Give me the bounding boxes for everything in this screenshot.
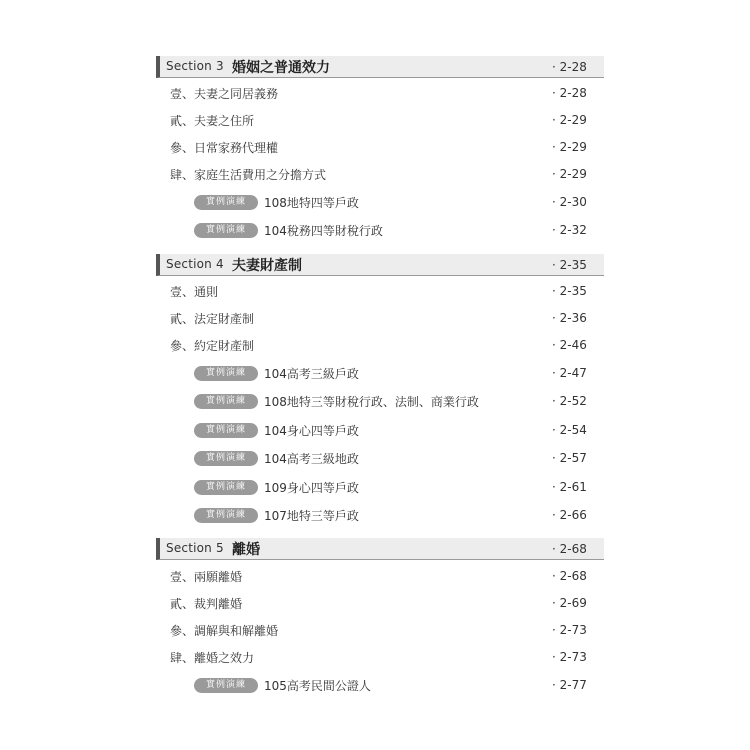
toc-entry-page: · 2-73 [552,650,587,664]
toc-entry[interactable] [0,621,750,641]
toc-entry-page: · 2-69 [552,596,587,610]
toc-exam-entry[interactable] [0,193,750,213]
toc-entry-text: 壹、兩願離婚 [170,570,243,584]
toc-entry[interactable] [0,138,750,158]
toc-entry-text: 104高考三級戶政 [264,367,359,381]
toc-entry-text: 壹、夫妻之同居義務 [170,87,279,101]
toc-entry-page: · 2-30 [552,195,587,209]
toc-exam-entry[interactable] [0,506,750,526]
toc-entry-text: 107地特三等戶政 [264,509,359,523]
toc-entry[interactable] [0,165,750,185]
section-title: 婚姻之普通效力 [232,60,330,76]
toc-entry[interactable] [0,84,750,104]
practice-badge: 實例演練 [194,394,258,409]
toc-entry[interactable] [0,594,750,614]
section-page-number: · 2-28 [552,60,587,74]
toc-entry-page: · 2-52 [552,394,587,408]
toc-entry-text: 108地特三等財稅行政、法制、商業行政 [264,395,479,409]
toc-entry[interactable] [0,111,750,131]
toc-entry-page: · 2-28 [552,86,587,100]
section-title: 離婚 [232,542,260,558]
toc-entry-text: 貳、法定財產制 [170,312,255,326]
toc-entry-page: · 2-68 [552,569,587,583]
section-4-header[interactable] [156,254,604,276]
toc-entry-page: · 2-29 [552,140,587,154]
practice-badge: 實例演練 [194,508,258,523]
toc-exam-entry[interactable] [0,449,750,469]
toc-exam-entry[interactable] [0,676,750,696]
toc-exam-entry[interactable] [0,421,750,441]
toc-entry-text: 參、日常家務代理權 [170,141,279,155]
toc-entry-page: · 2-73 [552,623,587,637]
practice-badge: 實例演練 [194,451,258,466]
toc-exam-entry[interactable] [0,392,750,412]
toc-entry-text: 貳、裁判離婚 [170,597,243,611]
section-5-header[interactable] [156,538,604,560]
toc-entry-text: 參、調解與和解離婚 [170,624,279,638]
toc-entry-page: · 2-77 [552,678,587,692]
practice-badge: 實例演練 [194,223,258,238]
toc-entry[interactable] [0,309,750,329]
toc-entry[interactable] [0,336,750,356]
toc-exam-entry[interactable] [0,364,750,384]
toc-entry-text: 壹、通則 [170,285,219,299]
toc-entry[interactable] [0,567,750,587]
toc-entry-page: · 2-29 [552,113,587,127]
toc-exam-entry[interactable] [0,478,750,498]
practice-badge: 實例演練 [194,678,258,693]
practice-badge: 實例演練 [194,480,258,495]
section-title: 夫妻財產制 [232,258,302,274]
toc-entry-text: 104身心四等戶政 [264,424,359,438]
section-label: Section 3 [166,59,224,73]
toc-entry[interactable] [0,648,750,668]
toc-entry-page: · 2-32 [552,223,587,237]
toc-entry-page: · 2-47 [552,366,587,380]
toc-entry-text: 參、約定財產制 [170,339,255,353]
toc-exam-entry[interactable] [0,221,750,241]
section-page-number: · 2-35 [552,258,587,272]
toc-entry-text: 109身心四等戶政 [264,481,359,495]
practice-badge: 實例演練 [194,423,258,438]
toc-entry-page: · 2-54 [552,423,587,437]
practice-badge: 實例演練 [194,366,258,381]
toc-entry-page: · 2-46 [552,338,587,352]
toc-entry-text: 貳、夫妻之住所 [170,114,255,128]
toc-entry-page: · 2-29 [552,167,587,181]
practice-badge: 實例演練 [194,195,258,210]
toc-entry-text: 104高考三級地政 [264,452,359,466]
toc-entry-page: · 2-57 [552,451,587,465]
toc-entry-page: · 2-66 [552,508,587,522]
toc-entry-text: 肆、離婚之效力 [170,651,255,665]
section-3-header[interactable] [156,56,604,78]
section-label: Section 4 [166,257,224,271]
section-page-number: · 2-68 [552,542,587,556]
toc-entry-text: 108地特四等戶政 [264,196,359,210]
toc-entry-page: · 2-36 [552,311,587,325]
toc-entry-page: · 2-35 [552,284,587,298]
section-label: Section 5 [166,541,224,555]
toc-entry-text: 肆、家庭生活費用之分擔方式 [170,168,327,182]
toc-entry-page: · 2-61 [552,480,587,494]
toc-entry-text: 104稅務四等財稅行政 [264,224,383,238]
toc-entry-text: 105高考民間公證人 [264,679,371,693]
toc-entry[interactable] [0,282,750,302]
